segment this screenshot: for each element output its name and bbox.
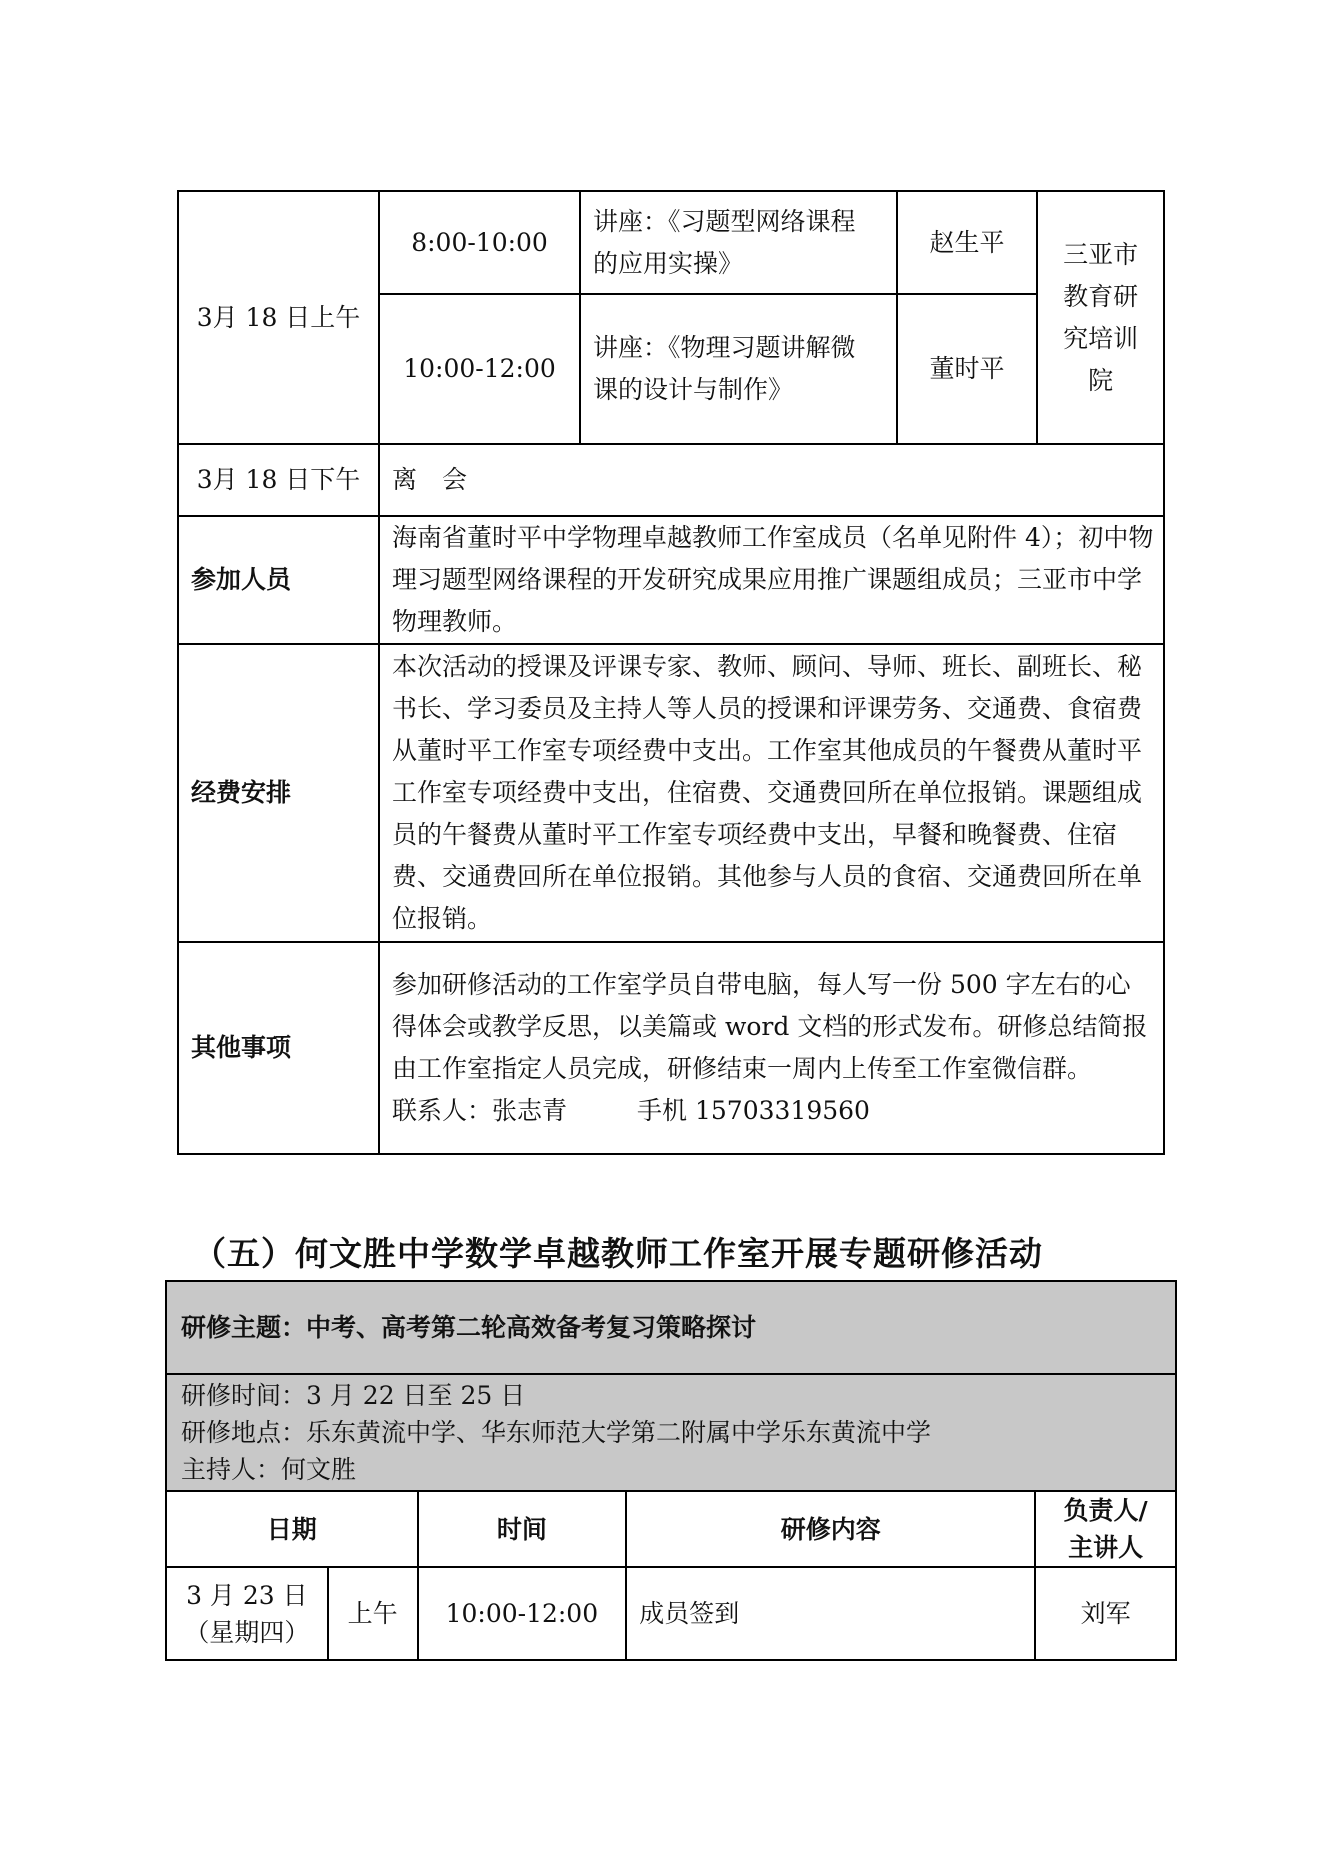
participants-label: 参加人员 — [178, 516, 379, 644]
session2-time: 10:00-12:00 — [379, 294, 580, 444]
session1-speaker: 赵生平 — [897, 191, 1038, 294]
session1-time: 8:00-10:00 — [379, 191, 580, 294]
funding-label: 经费安排 — [178, 644, 379, 942]
row1-period: 上午 — [328, 1567, 418, 1660]
funding-text: 本次活动的授课及评课专家、教师、顾问、导师、班长、副班长、秘书长、学习委员及主持人等人员的授课和评课劳务、交通费、食宿费从董时平工作室专项经费中支出。工作室其他成员的午餐费从董时平工作室专项经费中支出，住宿费、交通费回所在单位报销。课题组成员的午餐费从董时平工作室专项经费中支出，早餐和晚餐费、住宿费、交通费回所在单位报销。其他参与人员的食宿、交通费回所在单位报销。 — [379, 644, 1164, 942]
morning-date-cell: 3月 18 日上午 — [178, 191, 379, 444]
header-responsible: 负责人/ 主讲人 — [1035, 1491, 1176, 1567]
session1-content: 讲座：《习题型网络课程 的应用实操》 — [580, 191, 897, 294]
section-heading: （五）何文胜中学数学卓越教师工作室开展专题研修活动 — [193, 1234, 1043, 1273]
research-host: 主持人：何文胜 — [181, 1455, 357, 1484]
research-theme: 研修主题：中考、高考第二轮高效备考复习策略探讨 — [166, 1281, 1176, 1374]
research-time: 研修时间：3 月 22 日至 25 日 — [181, 1381, 526, 1410]
header-date: 日期 — [166, 1491, 418, 1567]
schedule-table-1 — [177, 190, 1165, 1155]
row1-content: 成员签到 — [626, 1567, 1035, 1660]
session2-speaker: 董时平 — [897, 294, 1038, 444]
afternoon-date-cell: 3月 18 日下午 — [178, 444, 379, 516]
session2-content: 讲座：《物理习题讲解微 课的设计与制作》 — [580, 294, 897, 444]
research-location: 研修地点：乐东黄流中学、华东师范大学第二附属中学乐东黄流中学 — [181, 1418, 932, 1447]
row1-date: 3 月 23 日 （星期四） — [166, 1567, 328, 1660]
research-info — [166, 1374, 1176, 1491]
contact-line: 联系人：张志青 手机 15703319560 — [392, 1096, 870, 1125]
schedule-table-2 — [165, 1280, 1177, 1661]
afternoon-content: 离 会 — [379, 444, 1164, 516]
row1-time: 10:00-12:00 — [418, 1567, 627, 1660]
venue-cell: 三亚市 教育研 究培训 院 — [1037, 191, 1164, 444]
header-time: 时间 — [418, 1491, 627, 1567]
other-cell — [379, 942, 1164, 1154]
other-text: 参加研修活动的工作室学员自带电脑，每人写一份 500 字左右的心得体会或教学反思，以美篇或 word 文档的形式发布。研修总结简报由工作室指定人员完成，研修结束一周内上传至工作室微信群。 — [392, 970, 1148, 1083]
row1-person: 刘军 — [1035, 1567, 1176, 1660]
other-label: 其他事项 — [178, 942, 379, 1154]
header-content: 研修内容 — [626, 1491, 1035, 1567]
participants-text: 海南省董时平中学物理卓越教师工作室成员（名单见附件 4）；初中物理习题型网络课程的开发研究成果应用推广课题组成员；三亚市中学物理教师。 — [379, 516, 1164, 644]
